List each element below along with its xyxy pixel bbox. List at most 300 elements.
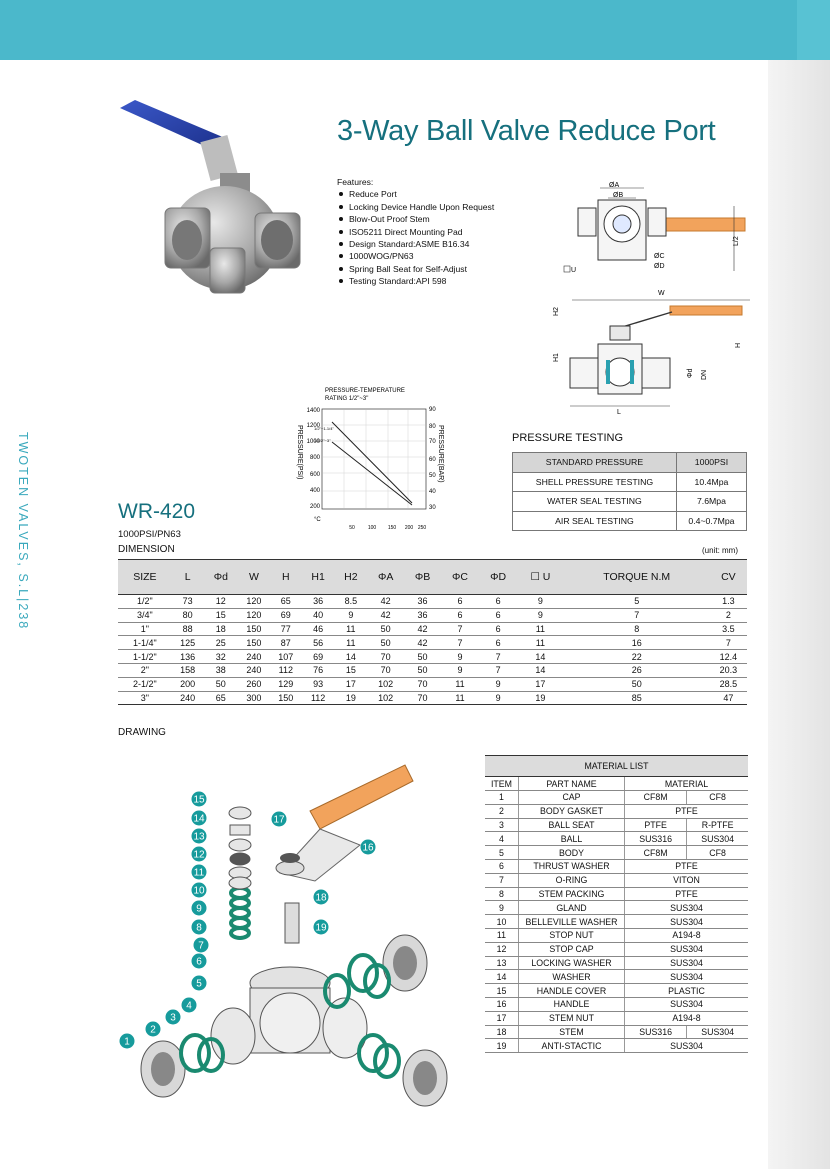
table-cell: BODY GASKET — [519, 804, 625, 818]
dim-label: DN — [701, 369, 708, 380]
table-cell: 73 — [172, 595, 204, 609]
table-cell: CF8M — [625, 846, 687, 860]
table-cell: 12.4 — [710, 650, 747, 664]
table-header-cell: ΦD — [479, 560, 517, 595]
table-cell: 7 — [441, 622, 479, 636]
table-cell: 9 — [479, 691, 517, 705]
tick-label: 800 — [309, 455, 320, 461]
table-cell: 16 — [564, 636, 710, 650]
table-cell: 19 — [517, 691, 563, 705]
table-cell: ANTI-STACTIC — [519, 1039, 625, 1053]
tick-label: 70 — [429, 439, 436, 445]
table-cell: STOP NUT — [519, 928, 625, 942]
table-cell: 70 — [404, 691, 441, 705]
table-row — [485, 859, 748, 873]
callout-number: 2 — [150, 1024, 156, 1036]
table-cell: 25 — [204, 636, 238, 650]
table-cell: 6 — [479, 595, 517, 609]
table-cell: 7 — [564, 608, 710, 622]
tick-label: 90 — [429, 407, 436, 413]
table-cell: SUS304 — [687, 832, 748, 846]
tick-label: 200 — [309, 504, 320, 510]
table-cell: 32 — [204, 650, 238, 664]
table-cell: PTFE — [625, 859, 749, 873]
table-cell: 36 — [404, 595, 441, 609]
table-cell: A194-8 — [625, 928, 749, 942]
tick-label: 200 — [404, 525, 414, 531]
table-cell: 50 — [367, 636, 404, 650]
table-cell: BALL SEAT — [519, 818, 625, 832]
dimension-label: DIMENSION — [118, 544, 175, 555]
table-cell: 7 — [485, 873, 519, 887]
table-row — [118, 663, 747, 677]
chart-title-line1: PRESSURE-TEMPERATURE — [325, 388, 405, 394]
table-cell: 102 — [367, 677, 404, 691]
table-header-cell: Φd — [204, 560, 238, 595]
table-cell: 7 — [479, 650, 517, 664]
table-row — [513, 453, 747, 473]
callout-number: 17 — [273, 814, 285, 826]
table-cell: 14 — [517, 650, 563, 664]
table-cell: 6 — [479, 622, 517, 636]
feature-item: Spring Ball Seat for Self-Adjust — [337, 263, 494, 275]
pressure-testing-table — [512, 452, 747, 531]
table-cell: 93 — [302, 677, 335, 691]
table-row — [118, 622, 747, 636]
table-cell: 1.3 — [710, 595, 747, 609]
table-cell: 158 — [172, 663, 204, 677]
table-row — [485, 873, 748, 887]
table-header-cell: ΦB — [404, 560, 441, 595]
tick-label: 1200 — [306, 423, 320, 429]
table-row — [118, 595, 747, 609]
table-cell: 240 — [172, 691, 204, 705]
table-header-cell: L — [172, 560, 204, 595]
tick-label: 600 — [309, 472, 320, 478]
table-cell: 14 — [517, 663, 563, 677]
table-cell: 50 — [204, 677, 238, 691]
company-name: TWOTEN VALVES, S.L — [16, 432, 30, 599]
table-cell: SUS304 — [625, 970, 749, 984]
table-cell: 69 — [270, 608, 302, 622]
table-cell: 1 — [485, 791, 519, 805]
table-cell: 120 — [238, 608, 270, 622]
axis-label-left: PRESSURE(PSI) — [296, 425, 303, 480]
table-cell: 18 — [485, 1025, 519, 1039]
table-row — [485, 984, 748, 998]
tick-label: 80 — [429, 424, 436, 430]
table-cell: A194-8 — [625, 1011, 749, 1025]
tick-label: 50 — [349, 525, 355, 531]
table-cell: 36 — [302, 595, 335, 609]
table-cell: 28.5 — [710, 677, 747, 691]
callout-number: 18 — [315, 892, 327, 904]
table-cell: SHELL PRESSURE TESTING — [513, 472, 677, 492]
tick-label: 60 — [429, 457, 436, 463]
page-title: 3-Way Ball Valve Reduce Port — [337, 115, 716, 147]
feature-item: Reduce Port — [337, 188, 494, 200]
table-cell: 77 — [270, 622, 302, 636]
table-cell: 42 — [367, 595, 404, 609]
series-label: 1/2"~1-1/4" — [314, 426, 334, 431]
table-cell: STEM NUT — [519, 1011, 625, 1025]
table-cell: 1-1/2" — [118, 650, 172, 664]
table-title-row — [485, 756, 748, 777]
table-row — [485, 804, 748, 818]
table-row — [513, 511, 747, 531]
table-row — [118, 636, 747, 650]
table-cell: 70 — [367, 663, 404, 677]
table-cell: 6 — [479, 636, 517, 650]
stem-stack — [229, 807, 251, 889]
table-cell: 56 — [302, 636, 335, 650]
table-cell: PTFE — [625, 818, 687, 832]
features-heading: Features: — [337, 177, 374, 187]
table-cell: 112 — [302, 691, 335, 705]
table-cell: 9 — [517, 595, 563, 609]
features-list — [337, 176, 494, 288]
table-cell: 150 — [238, 636, 270, 650]
product-photo — [115, 98, 320, 303]
table-cell: 17 — [485, 1011, 519, 1025]
feature-item: ISO5211 Direct Mounting Pad — [337, 226, 494, 238]
dim-label: L/2 — [733, 236, 740, 246]
table-cell: 200 — [172, 677, 204, 691]
table-cell: 76 — [302, 663, 335, 677]
pressure-temperature-chart — [292, 385, 442, 537]
table-cell: LOCKING WASHER — [519, 956, 625, 970]
table-cell: 42 — [367, 608, 404, 622]
table-cell: 10 — [485, 915, 519, 929]
table-cell: 19 — [485, 1039, 519, 1053]
table-cell: 6 — [441, 595, 479, 609]
table-cell: 136 — [172, 650, 204, 664]
table-cell: CF8 — [687, 791, 748, 805]
callout-number: 9 — [196, 903, 202, 915]
dim-label: ØA — [609, 182, 620, 189]
table-row — [513, 472, 747, 492]
table-cell: 40 — [302, 608, 335, 622]
tick-label: 250 — [417, 525, 427, 531]
exploded-view-drawing — [115, 753, 475, 1113]
table-cell: 69 — [302, 650, 335, 664]
table-cell: STOP CAP — [519, 942, 625, 956]
table-row — [485, 846, 748, 860]
table-cell: 5 — [564, 595, 710, 609]
table-row — [485, 887, 748, 901]
header-band-cap — [797, 0, 830, 60]
table-row — [485, 956, 748, 970]
unit-label: (unit: mm) — [702, 546, 738, 555]
table-header-cell: ΦA — [367, 560, 404, 595]
table-header-cell: TORQUE N.M — [564, 560, 710, 595]
table-row — [485, 928, 748, 942]
table-row — [118, 677, 747, 691]
callout-number: 16 — [362, 842, 374, 854]
table-header-cell: H — [270, 560, 302, 595]
table-cell: STEM PACKING — [519, 887, 625, 901]
table-row — [485, 832, 748, 846]
tick-label: 1400 — [306, 408, 320, 414]
table-cell: 6 — [441, 608, 479, 622]
table-cell: SUS304 — [625, 915, 749, 929]
table-cell: 1000PSI — [676, 453, 746, 473]
table-cell: 11 — [517, 622, 563, 636]
table-header-cell: W — [238, 560, 270, 595]
table-header-cell: MATERIAL — [625, 777, 749, 791]
table-cell: 15 — [334, 663, 367, 677]
table-cell: CF8M — [625, 791, 687, 805]
table-row — [485, 1025, 748, 1039]
table-header-row — [118, 560, 747, 595]
tick-label: 400 — [309, 488, 320, 494]
table-cell: 65 — [204, 691, 238, 705]
table-cell: STEM — [519, 1025, 625, 1039]
model-number: WR-420 — [118, 500, 196, 523]
pressure-testing-title: PRESSURE TESTING — [512, 432, 624, 444]
table-cell: 2 — [485, 804, 519, 818]
table-cell: CAP — [519, 791, 625, 805]
table-cell: O-RING — [519, 873, 625, 887]
table-cell: 13 — [485, 956, 519, 970]
table-cell: 65 — [270, 595, 302, 609]
table-header-cell: ΦC — [441, 560, 479, 595]
table-cell: 8 — [485, 887, 519, 901]
dim-label: ØC — [654, 253, 665, 260]
table-cell: 70 — [404, 677, 441, 691]
table-cell: 11 — [441, 677, 479, 691]
header-band — [0, 0, 830, 60]
table-header-cell: ☐ U — [517, 560, 563, 595]
table-cell: 2 — [710, 608, 747, 622]
table-cell: STANDARD PRESSURE — [513, 453, 677, 473]
table-cell: AIR SEAL TESTING — [513, 511, 677, 531]
table-row — [485, 970, 748, 984]
table-cell: 8.5 — [334, 595, 367, 609]
table-body — [118, 595, 747, 705]
table-cell: 10.4Mpa — [676, 472, 746, 492]
table-cell: 38 — [204, 663, 238, 677]
table-cell: 0.4~0.7Mpa — [676, 511, 746, 531]
feature-item: Locking Device Handle Upon Request — [337, 201, 494, 213]
callout-number: 5 — [196, 978, 202, 990]
table-title: MATERIAL LIST — [485, 756, 748, 777]
dim-label: W — [658, 290, 665, 297]
feature-item: Blow-Out Proof Stem — [337, 213, 494, 225]
table-cell: 125 — [172, 636, 204, 650]
table-cell: 1/2" — [118, 595, 172, 609]
tick-label: 50 — [429, 473, 436, 479]
table-cell: 5 — [485, 846, 519, 860]
table-cell: PTFE — [625, 804, 749, 818]
table-cell: 6 — [485, 859, 519, 873]
table-cell: 50 — [404, 650, 441, 664]
dim-label: H2 — [553, 307, 560, 316]
feature-item: Testing Standard:API 598 — [337, 275, 494, 287]
table-row — [513, 492, 747, 512]
side-view-drawing — [550, 278, 750, 420]
table-row — [118, 608, 747, 622]
table-header-cell: PART NAME — [519, 777, 625, 791]
callout-number: 14 — [193, 813, 205, 825]
table-cell: 87 — [270, 636, 302, 650]
table-cell: 150 — [238, 622, 270, 636]
table-cell: 22 — [564, 650, 710, 664]
pressure-rating: 1000PSI/PN63 — [118, 529, 181, 540]
table-cell: 12 — [204, 595, 238, 609]
table-cell: SUS316 — [625, 1025, 687, 1039]
table-cell: 17 — [517, 677, 563, 691]
table-row — [485, 997, 748, 1011]
table-cell: 14 — [334, 650, 367, 664]
table-cell: 107 — [270, 650, 302, 664]
material-list-table — [485, 755, 748, 1053]
table-cell: 9 — [441, 663, 479, 677]
table-cell: 1-1/4" — [118, 636, 172, 650]
table-cell: 15 — [204, 608, 238, 622]
axis-label-right: PRESSURE(BAR) — [437, 425, 444, 483]
tick-label: 100 — [367, 525, 377, 531]
tick-label: 150 — [387, 525, 397, 531]
table-cell: GLAND — [519, 901, 625, 915]
table-cell: 16 — [485, 997, 519, 1011]
table-cell: 11 — [441, 691, 479, 705]
table-cell: 2-1/2" — [118, 677, 172, 691]
dim-label: H1 — [553, 353, 560, 362]
table-cell: SUS316 — [625, 832, 687, 846]
callout-number: 4 — [186, 1000, 192, 1012]
table-cell: 8 — [564, 622, 710, 636]
tick-label: 40 — [429, 489, 436, 495]
table-cell: 70 — [367, 650, 404, 664]
table-cell: PLASTIC — [625, 984, 749, 998]
table-cell: 3.5 — [710, 622, 747, 636]
side-footer: TWOTEN VALVES, S.L|238 — [16, 432, 30, 631]
table-cell: WATER SEAL TESTING — [513, 492, 677, 512]
table-cell: SUS304 — [625, 956, 749, 970]
table-cell: 240 — [238, 663, 270, 677]
callout-number: 15 — [193, 794, 205, 806]
table-cell: 20.3 — [710, 663, 747, 677]
table-body — [485, 756, 748, 1053]
table-cell: 42 — [404, 622, 441, 636]
table-cell: 47 — [710, 691, 747, 705]
table-cell: 36 — [404, 608, 441, 622]
table-cell: 26 — [564, 663, 710, 677]
valve-parts — [141, 765, 447, 1106]
table-cell: 88 — [172, 622, 204, 636]
table-row — [485, 901, 748, 915]
table-cell: 240 — [238, 650, 270, 664]
table-cell: VITON — [625, 873, 749, 887]
callout-number: 10 — [193, 885, 205, 897]
top-view-drawing — [550, 176, 750, 276]
table-cell: 18 — [204, 622, 238, 636]
table-cell: SUS304 — [625, 1039, 749, 1053]
temp-unit: °C — [314, 517, 321, 523]
table-header-cell: SIZE — [118, 560, 172, 595]
table-cell: 42 — [404, 636, 441, 650]
table-cell: 260 — [238, 677, 270, 691]
table-header-cell: CV — [710, 560, 747, 595]
table-cell: 3 — [485, 818, 519, 832]
table-cell: 17 — [334, 677, 367, 691]
dim-label: U — [571, 267, 577, 274]
table-cell: 1" — [118, 622, 172, 636]
table-cell: 129 — [270, 677, 302, 691]
table-row — [485, 942, 748, 956]
tick-label: 30 — [429, 505, 436, 511]
table-cell: 50 — [564, 677, 710, 691]
table-row — [485, 1039, 748, 1053]
table-cell: 46 — [302, 622, 335, 636]
table-header-cell: H2 — [334, 560, 367, 595]
tick-label: 1000 — [306, 439, 320, 445]
table-header-row — [485, 777, 748, 791]
table-cell: 150 — [270, 691, 302, 705]
chart-title-line2: RATING 1/2"~3" — [325, 396, 369, 402]
table-cell: 50 — [404, 663, 441, 677]
callout-number: 13 — [193, 831, 205, 843]
table-cell: WASHER — [519, 970, 625, 984]
table-header-cell: ITEM — [485, 777, 519, 791]
table-cell: SUS304 — [625, 997, 749, 1011]
table-cell: 3/4" — [118, 608, 172, 622]
table-row — [485, 915, 748, 929]
page-edge-gradient — [768, 60, 830, 1169]
callout-number: 12 — [193, 849, 205, 861]
feature-item: 1000WOG/PN63 — [337, 250, 494, 262]
table-cell: 7 — [441, 636, 479, 650]
callout-number: 7 — [198, 940, 204, 952]
table-cell: 4 — [485, 832, 519, 846]
table-cell: CF8 — [687, 846, 748, 860]
table-cell: 11 — [485, 928, 519, 942]
feature-item: Design Standard:ASME B16.34 — [337, 238, 494, 250]
table-cell: 2" — [118, 663, 172, 677]
table-cell: 9 — [334, 608, 367, 622]
table-cell: BALL — [519, 832, 625, 846]
table-row — [118, 650, 747, 664]
callout-number: 3 — [170, 1012, 176, 1024]
table-cell: SUS304 — [625, 942, 749, 956]
callout-number: 8 — [196, 922, 202, 934]
table-row — [485, 818, 748, 832]
table-cell: 12 — [485, 942, 519, 956]
callout-number: 19 — [315, 922, 327, 934]
dim-label: H — [735, 342, 742, 348]
dim-label: L — [617, 409, 621, 416]
table-cell: 112 — [270, 663, 302, 677]
callout-number: 6 — [196, 956, 202, 968]
table-cell: R-PTFE — [687, 818, 748, 832]
table-cell: 7.6Mpa — [676, 492, 746, 512]
table-cell: 7 — [710, 636, 747, 650]
table-cell: 3" — [118, 691, 172, 705]
dim-label: ØB — [613, 192, 624, 199]
table-header-cell: H1 — [302, 560, 335, 595]
table-cell: BODY — [519, 846, 625, 860]
table-cell: 14 — [485, 970, 519, 984]
table-cell: 102 — [367, 691, 404, 705]
table-cell: HANDLE — [519, 997, 625, 1011]
table-cell: 19 — [334, 691, 367, 705]
dimension-table — [118, 559, 747, 705]
table-cell: 85 — [564, 691, 710, 705]
table-cell: 300 — [238, 691, 270, 705]
drawing-label: DRAWING — [118, 727, 166, 738]
table-cell: 11 — [334, 636, 367, 650]
